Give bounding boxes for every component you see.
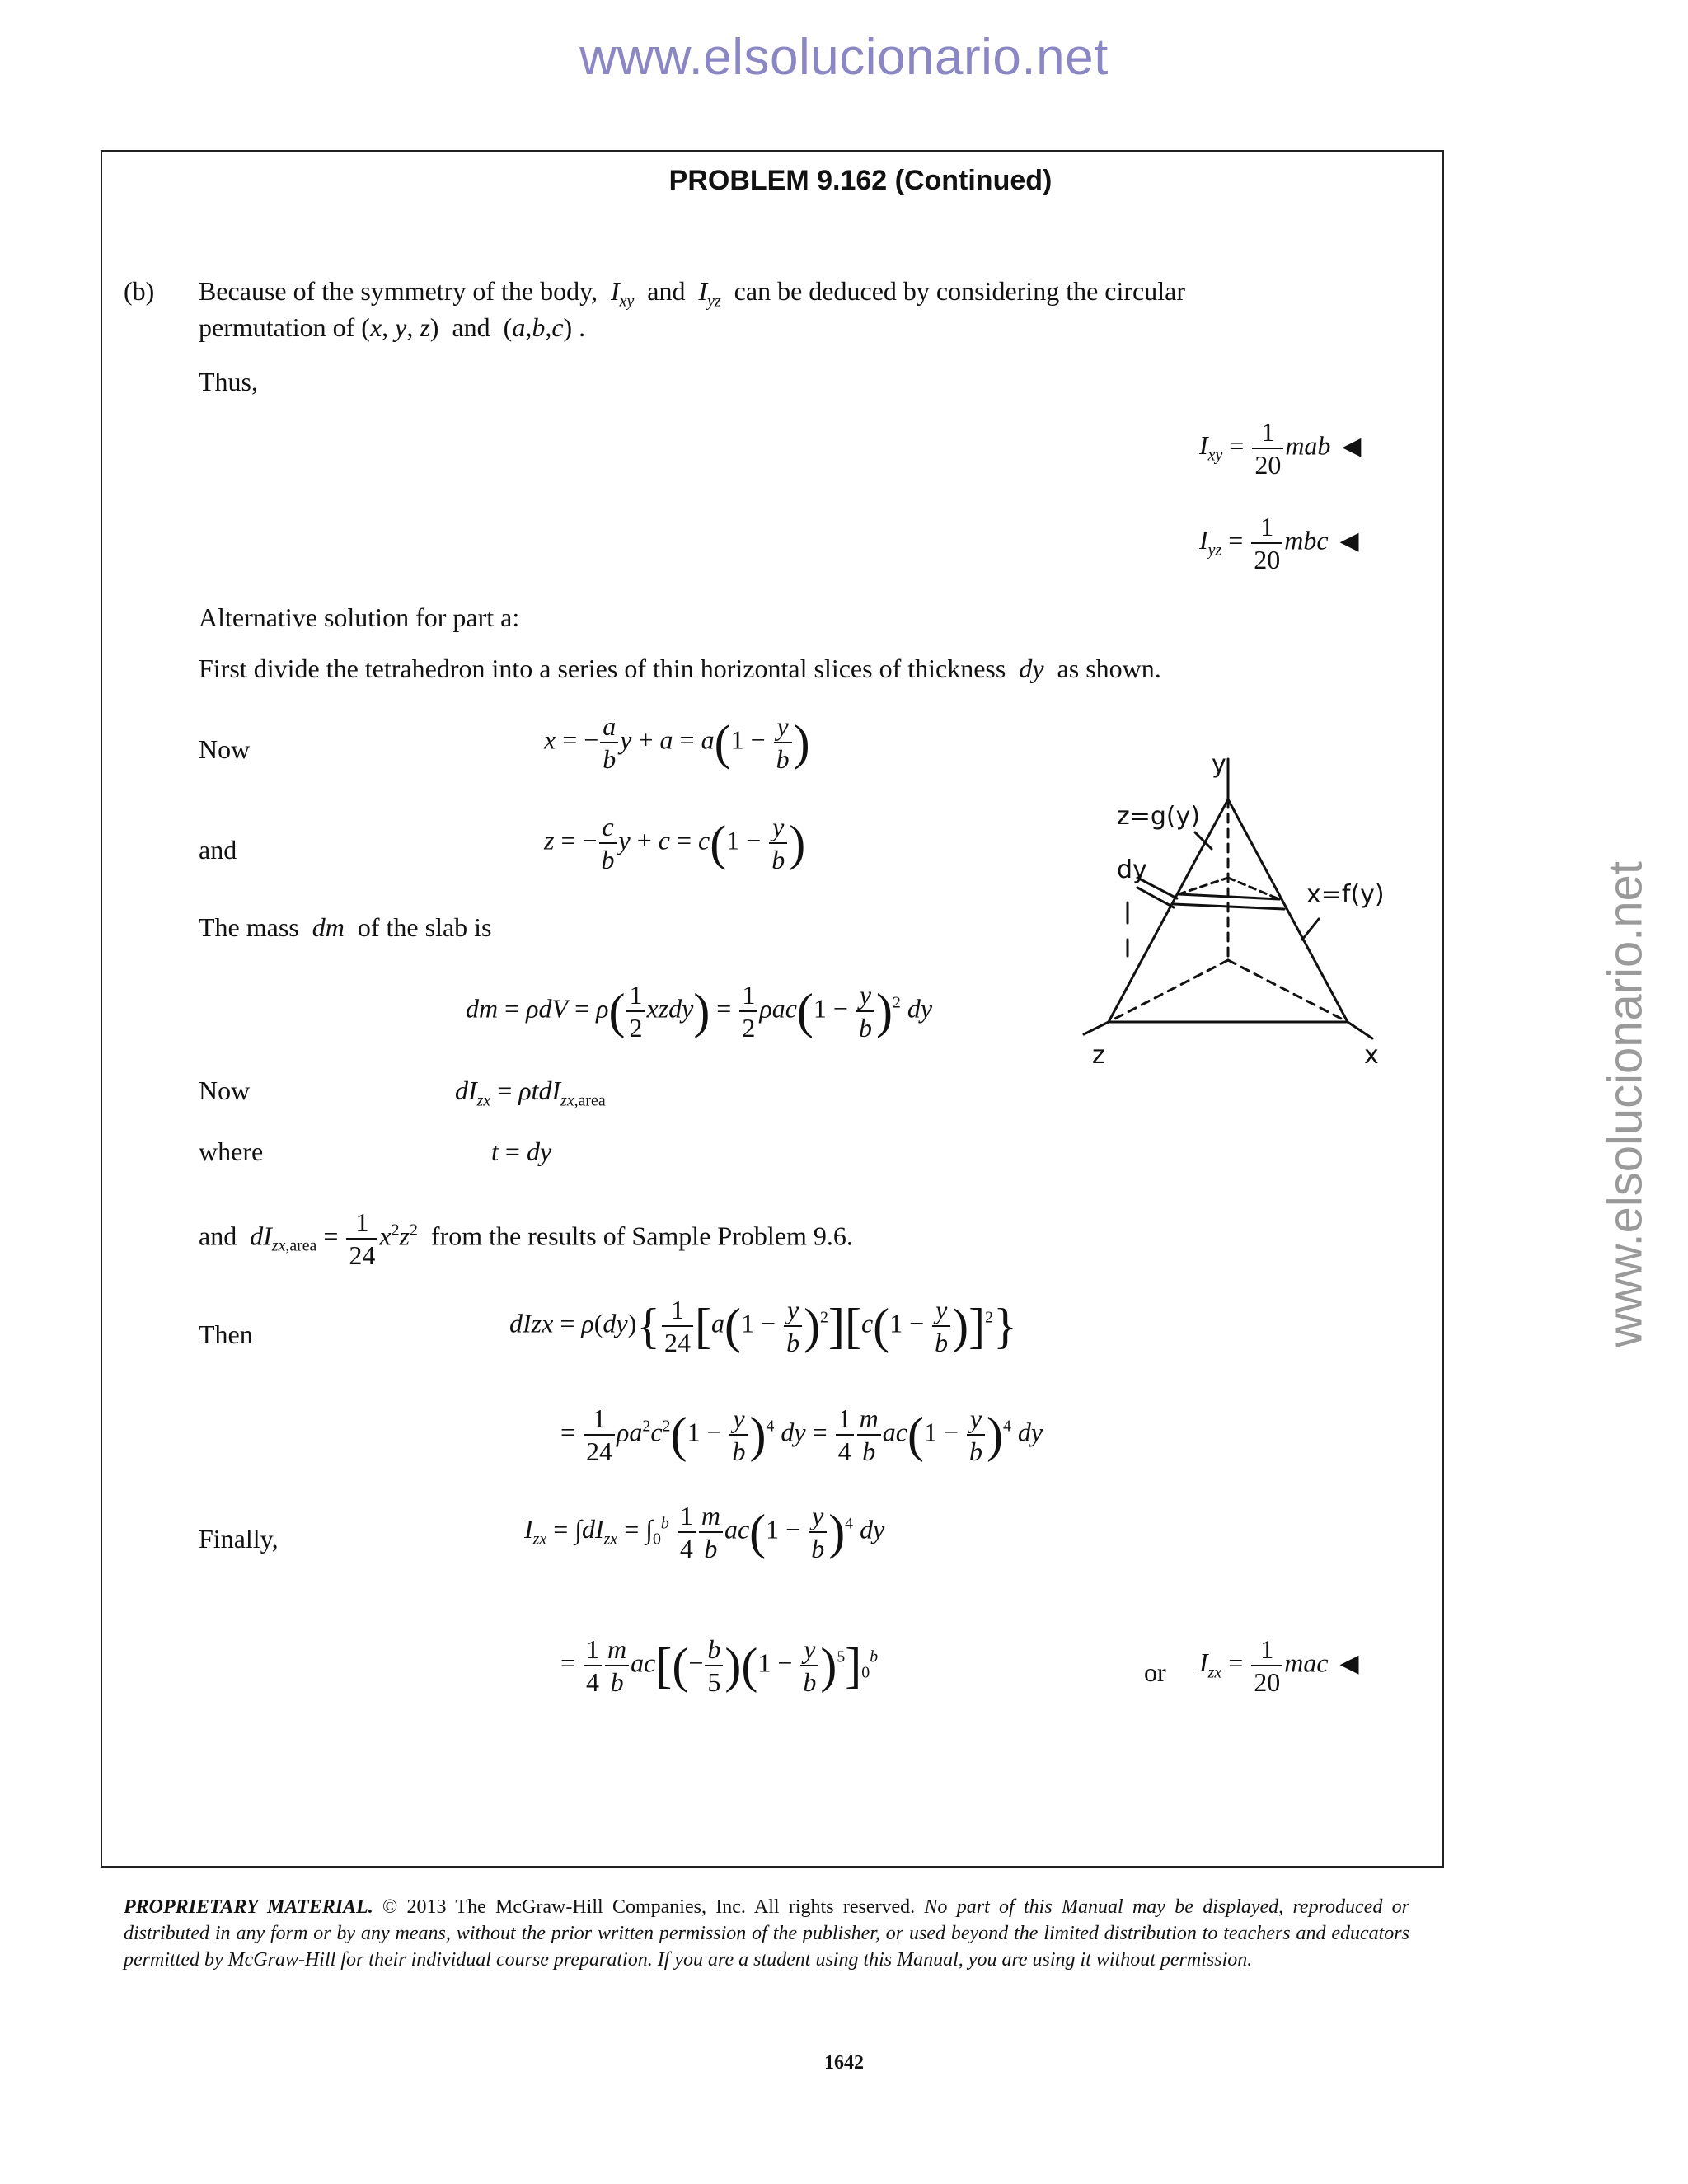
answer-izx: $I_{zx}$ = $\frac{1}{20}$ mac ◀ <box>1199 1634 1359 1697</box>
eq-then-1: dIzx = ρ(dy){ $\frac{1}{24}$ [a(1 − $\frac{y}{b}$ )$^2$][c(1 − $\frac{y}{b}$ )]$^2$} <box>509 1295 1017 1357</box>
alt-intro: First divide the tetrahedron into a series of thin horizontal slices of thickness dy as shown. <box>199 654 1161 683</box>
footer-copyright: © 2013 The McGraw-Hill Companies, Inc. All rights reserved. <box>373 1896 925 1918</box>
part-b-line1-and: and <box>647 276 686 306</box>
mass-text: The mass <box>199 912 299 942</box>
part-b-label: (b) <box>124 276 155 306</box>
part-b-line2: permutation of (x, y, z) and (a,b,c) . <box>199 312 586 342</box>
eq-dizx: $dI_{zx} = \rho tdI_{zx,area}$ <box>455 1076 606 1110</box>
x-axis-stub <box>1348 1022 1372 1038</box>
fig-label-y: y <box>1212 754 1226 779</box>
footer-bold: PROPRIETARY MATERIAL. <box>124 1896 373 1918</box>
eq-x: x = − $\frac{a}{b}$ y + a = a(1 − $\frac{y}{b}$ ) <box>544 711 810 774</box>
eq-area-line: and $dI_{zx,area}$ = $\frac{1}{24}$ $x^2z^2$ from the results of Sample Problem 9.6. <box>199 1207 853 1270</box>
dy-tick-bottom <box>1137 888 1174 907</box>
now-label-2: Now <box>199 1076 251 1105</box>
fig-label-z: z <box>1092 1041 1105 1070</box>
then-label: Then <box>199 1319 253 1349</box>
edge-right <box>1228 799 1348 1022</box>
where-label: where <box>199 1137 264 1166</box>
alt-heading-text: Alternative solution for part a: <box>199 602 520 632</box>
z-axis-stub <box>1084 1022 1109 1034</box>
answer-ixy: $I_{xy}$ = $\frac{1}{20}$ mab ◀ <box>1199 417 1362 480</box>
answer-iyz: $I_{yz}$ = $\frac{1}{20}$ mbc ◀ <box>1199 512 1359 574</box>
finally-label: Finally, <box>199 1524 279 1554</box>
now-label-1: Now <box>199 734 251 764</box>
footer-italic: No part of this Manual may be displayed, reproduced or distributed in any form or by any means, without the prior written permission of the publisher, or used beyond the limited distribution to teachers and educators permitted by McGraw-Hill for their individual course preparation. If you are a student using this Manual, you are using it without permission. <box>124 1896 1409 1971</box>
part-b-line2-and: and <box>452 312 490 342</box>
part-b-line1: Because of the symmetry of the body, $I_{xy}$ and $I_{yz}$ can be deduced by considering the circular <box>199 276 1185 311</box>
fig-label-dy: dy <box>1117 855 1147 884</box>
part-b-line2-text: permutation of <box>199 312 355 342</box>
alt-intro-end: as shown. <box>1057 654 1161 683</box>
eq-dm: dm = ρdV = ρ( $\frac{1}{2}$ xzdy) = $\frac{1}{2}$ ρac(1 − $\frac{y}{b}$ )$^2$ dy <box>466 980 933 1043</box>
fig-label-zg: z=g(y) <box>1117 802 1201 831</box>
fig-label-x: x <box>1364 1041 1379 1070</box>
thus-label: Thus, <box>199 367 258 396</box>
watermark-side: www.elsolucionario.net <box>1598 861 1653 1347</box>
and-label-1: and <box>199 835 237 865</box>
mass-line: The mass dm of the slab is <box>199 912 492 942</box>
from-results-text: from the results of Sample Problem 9.6. <box>430 1221 853 1251</box>
eq-final-1: $I_{zx} = \int dI_{zx} = \int_0^b$ $\frac{1}{4}$ $\frac{m}{b}$ ac(1 − $\frac{y}{b}$ )$^4$ dy <box>524 1501 885 1563</box>
alt-intro-text: First divide the tetrahedron into a series of thin horizontal slices of thickness <box>199 654 1006 683</box>
tetrahedron-figure <box>1071 754 1418 1084</box>
eq-z: z = − $\frac{c}{b}$ y + c = c(1 − $\frac{y}{b}$ ) <box>544 812 806 874</box>
footer-notice <box>124 1894 1409 1973</box>
watermark-top[interactable]: www.elsolucionario.net <box>579 29 1109 86</box>
page-title: PROBLEM 9.162 (Continued) <box>668 165 1053 196</box>
eq-final-2: = $\frac{1}{4}$ $\frac{m}{b}$ ac[(− $\frac{b}{5}$ )(1 − $\frac{y}{b}$ )$^5]_0^b$ <box>560 1634 879 1697</box>
eq-t: t = dy <box>491 1137 552 1166</box>
mass-end: of the slab is <box>357 912 492 942</box>
xf-leader <box>1302 919 1319 940</box>
page-number: 1642 <box>824 2052 864 2074</box>
or-label: or <box>1144 1657 1166 1687</box>
part-b-line1-text: Because of the symmetry of the body, <box>199 276 598 306</box>
eq-then-2: = $\frac{1}{24}$ $\rho a^2c^2(1$ − $\frac{y}{b}$ )$^4$ dy = $\frac{1}{4}$ $\frac{m}{b}$ ac(1 − $\frac{y}{b}$ )$^4$ dy <box>560 1404 1043 1466</box>
alt-heading <box>199 600 519 635</box>
and-label-2: and <box>199 1221 237 1251</box>
part-b-line1-end: can be deduced by considering the circular <box>734 276 1185 306</box>
fig-label-xf: x=f(y) <box>1306 880 1385 909</box>
